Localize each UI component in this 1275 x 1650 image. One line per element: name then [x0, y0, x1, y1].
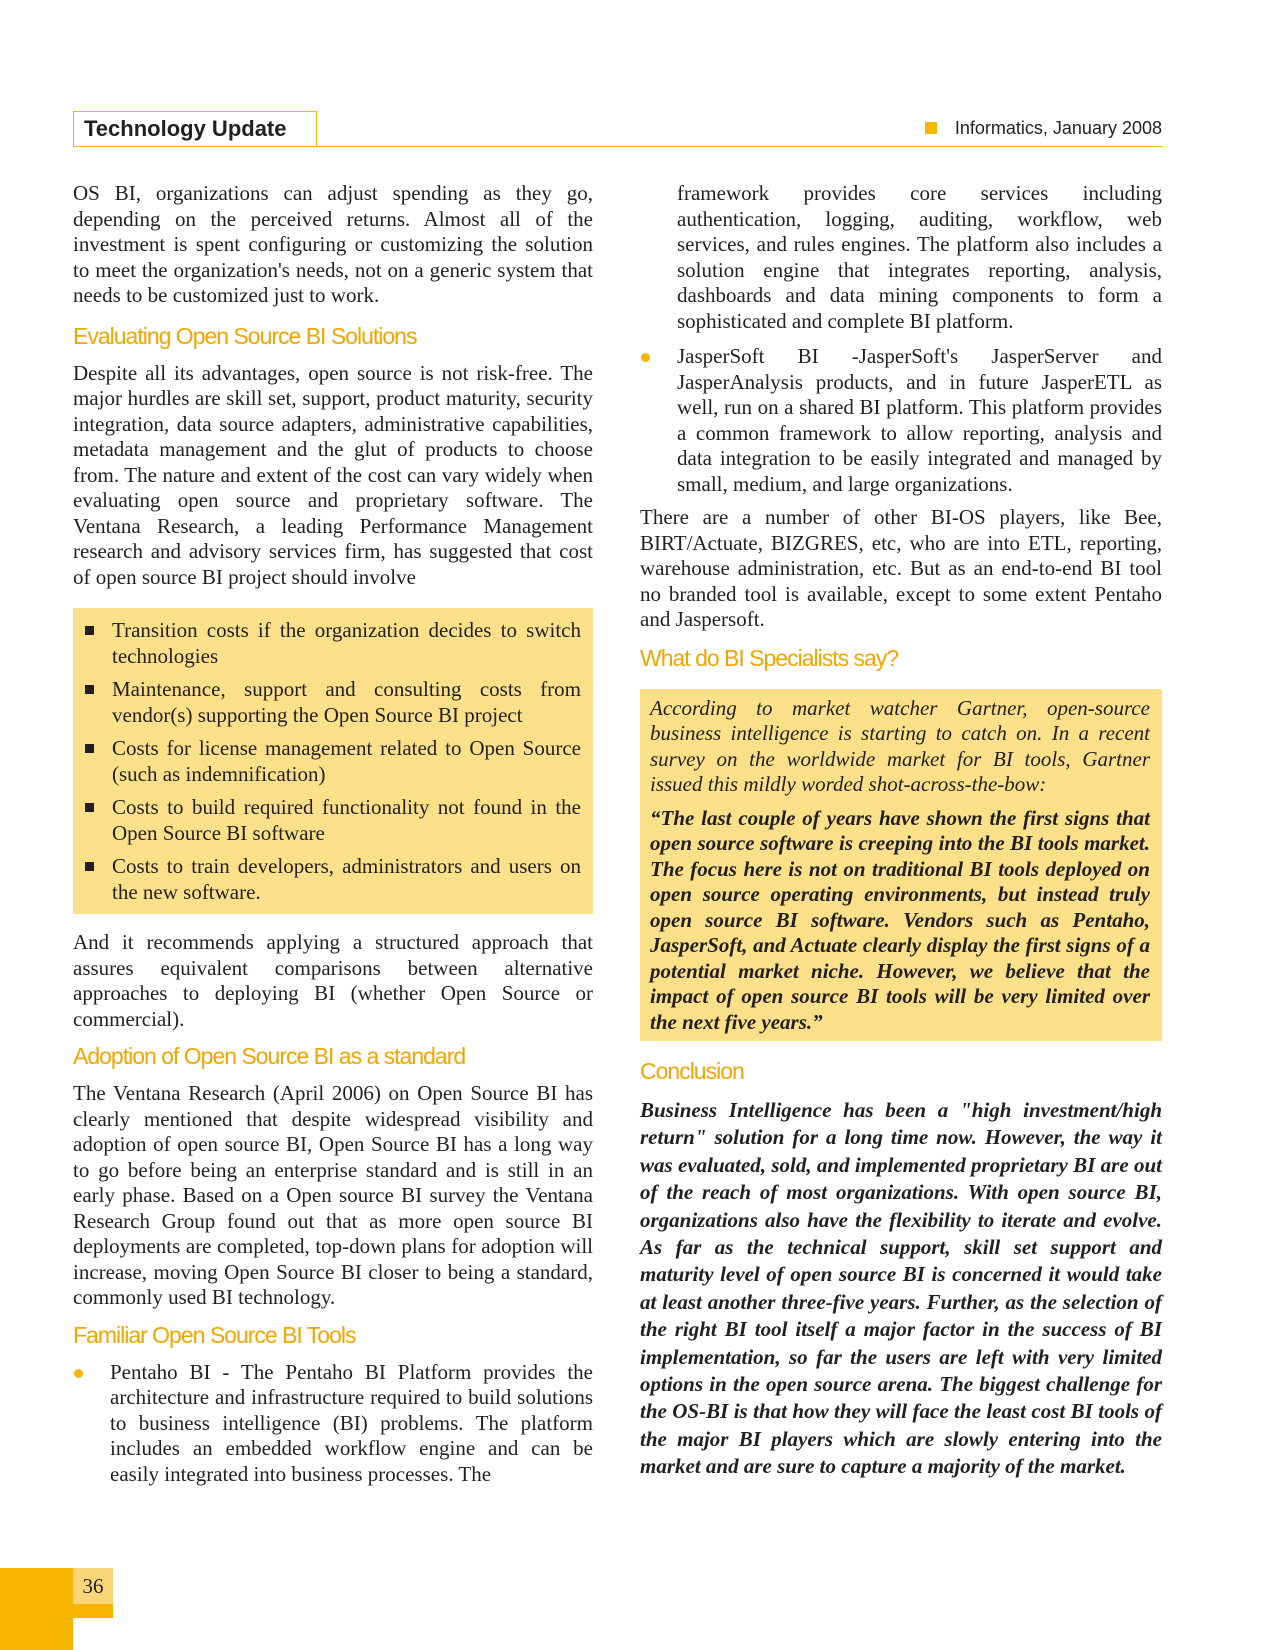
costs-box — [73, 608, 593, 914]
dot-bullet-icon — [74, 1369, 83, 1378]
evaluating-paragraph: Despite all its advantages, open source is not risk-free. The major hurdles are skill set, support, product maturity, security integration, data source adapters, administrative capabilities, metadata management and the glut of products to choose from. The nature and extent of the cost can vary widely when evaluating open source and proprietary software. The Ventana Research, a leading Performance Management research and advisory services firm, has suggested that cost of open source BI project should involve — [73, 360, 593, 589]
recommend-paragraph: And it recommends applying a structured approach that assures equivalent comparisons between alternative approaches to deploying BI (whether Open Source or commercial). — [73, 930, 593, 1031]
page-number: 36 — [73, 1568, 113, 1604]
page-corner-strip — [73, 1604, 113, 1618]
list-item: Transition costs if the organization decides to switch technologies — [85, 618, 581, 669]
heading-specialists: What do BI Specialists say? — [640, 644, 899, 671]
section-title: Technology Update — [73, 111, 317, 146]
others-paragraph: There are a number of other BI-OS players, like Bee, BIRT/Actuate, BIZGRES, etc, who are into ETL, reporting, warehouse administration, etc. But as an end-to-end BI tool no branded tool is available, except to some extent Pentaho and Jaspersoft. — [640, 505, 1162, 631]
square-bullet-icon — [85, 862, 94, 871]
pentaho-item — [73, 1360, 593, 1488]
square-bullet-icon — [85, 626, 94, 635]
jasper-paragraph: JasperSoft BI -JasperSoft's JasperServer and JasperAnalysis products, and in future JasperETL as well, run on a shared BI platform. This platform provides a common framework to allow reporting, analysis and data integration to be easily integrated and managed by small, medium, and large organizations. — [677, 344, 1162, 496]
list-item: Costs to train developers, administrators and users on the new software. — [85, 854, 581, 905]
pentaho-paragraph: Pentaho BI - The Pentaho BI Platform provides the architecture and infrastructure required to build solutions to business intelligence (BI) problems. The platform includes an embedded workflow engine and can be easily integrated into business processes. The — [110, 1359, 593, 1486]
square-bullet-icon — [85, 744, 94, 753]
gartner-quote: “The last couple of years have shown the first signs that open source software is creeping into the BI tools market. The focus here is not on traditional BI tools deployed on open source operating environments, but instead truly open source BI software. Vendors such as Pentaho, JasperSoft, and Actuate clearly display the first signs of a potential market niche. However, we believe that the impact of open source BI tools will be very limited over the next five years.” — [650, 805, 1150, 1034]
conclusion-paragraph: Business Intelligence has been a "high investment/high return" solution for a long time now. However, the way it was evaluated, sold, and implemented proprietary BI are out of the reach of most organizations. With open source BI, organizations also have the flexibility to iterate and evolve. As far as the technical support, skill set support and maturity level of open source BI is concerned it would take at least another three-five years. Further, as the selection of the right BI tool itself a major factor in the success of BI implementation, so far the users are left with very limited options in the open source arena. The biggest challenge for the OS-BI is that how they will face the least cost BI tools of the major BI players which are slowly entering into the market and are sure to capture a majority of the market. — [640, 1098, 1162, 1479]
list-item: Costs to build required functionality not found in the Open Source BI software — [85, 795, 581, 846]
adoption-paragraph: The Ventana Research (April 2006) on Open Source BI has clearly mentioned that despite widespread visibility and adoption of open source BI, Open Source BI has a long way to go before being an enterprise standard and is still in an early phase. Based on a Open source BI survey the Ventana Research Group found out that as more open source BI deployments are completed, top-down plans for adoption will increase, moving Open Source BI closer to being a standard, commonly used BI technology. — [73, 1081, 593, 1309]
header-divider — [73, 146, 1162, 147]
square-bullet-icon — [85, 685, 94, 694]
pentaho-continued: framework provides core services including authentication, logging, auditing, workflow, web services, and rules engines. The platform also includes a solution engine that integrates reporting, analysis, dashboards and data mining components to form a sophisticated and complete BI platform. — [677, 181, 1162, 333]
page-corner-block — [0, 1568, 73, 1650]
costs-list — [73, 608, 593, 914]
list-item: Maintenance, support and consulting costs from vendor(s) supporting the Open Source BI project — [85, 677, 581, 728]
quote-box — [640, 689, 1162, 1042]
conclusion-section — [640, 1097, 1162, 1481]
publication-name: Informatics, January 2008 — [954, 118, 1162, 138]
quote-intro: According to market watcher Gartner, open-source business intelligence is starting to catch on. In a recent survey on the worldwide market for BI tools, Gartner issued this mildly worded shot-across-the-bow: — [650, 695, 1150, 796]
heading-conclusion: Conclusion — [640, 1058, 744, 1084]
list-item: Costs for license management related to Open Source (such as indemnification) — [85, 736, 581, 787]
jasper-item — [640, 344, 1162, 497]
right-column — [640, 181, 1162, 1481]
publication-info — [925, 118, 1162, 139]
dot-bullet-icon — [641, 353, 650, 362]
heading-tools: Familiar Open Source BI Tools — [73, 1321, 356, 1348]
left-column — [73, 181, 593, 1487]
heading-evaluating: Evaluating Open Source BI Solutions — [73, 322, 417, 349]
square-bullet-icon — [925, 122, 937, 134]
heading-adoption: Adoption of Open Source BI as a standard — [73, 1043, 466, 1069]
square-bullet-icon — [85, 803, 94, 812]
intro-paragraph: OS BI, organizations can adjust spending as they go, depending on the perceived returns. Almost all of the investment is spent configuring or customizing the solution to meet the organization's needs, not on a generic system that needs to be customized just to work. — [73, 181, 593, 307]
